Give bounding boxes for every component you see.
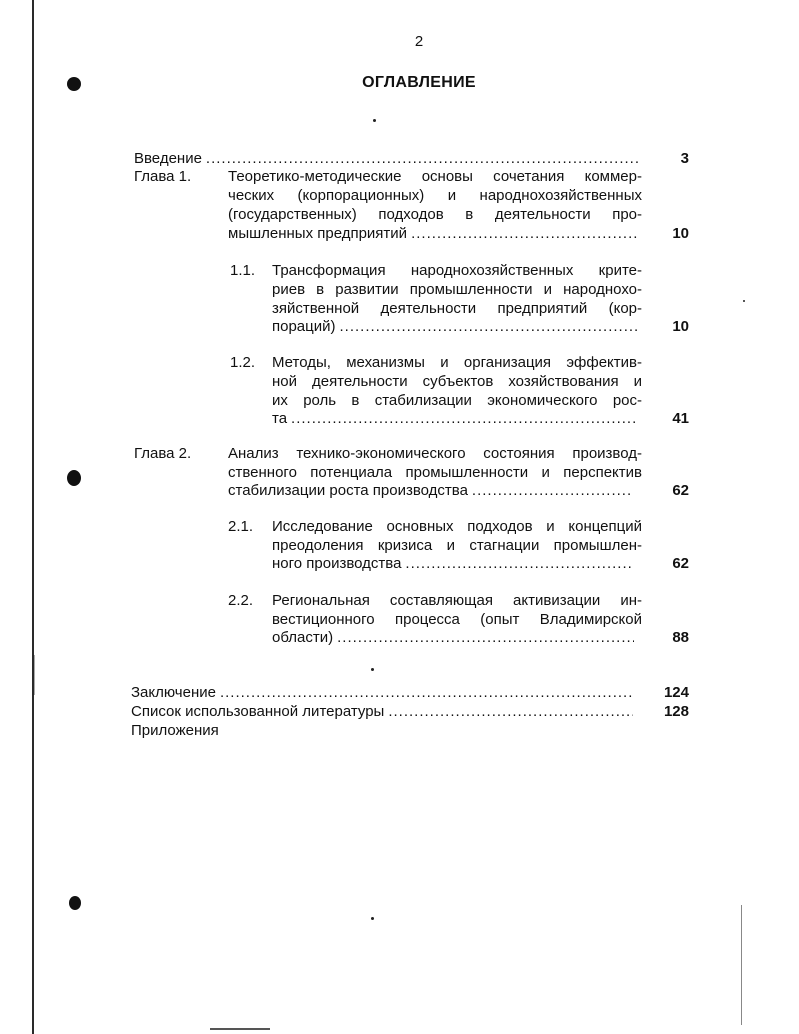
toc-entry-text: та <box>272 410 288 427</box>
toc-entry-text: области) <box>272 629 334 646</box>
toc-entry-title: Список использованной литературы <box>131 703 385 720</box>
toc-entry-last-line <box>272 555 634 573</box>
page-number: 2 <box>414 33 424 50</box>
toc-entry-text: пораций) <box>272 318 336 335</box>
toc-page-number: 62 <box>672 482 689 499</box>
leader-dots <box>472 482 632 500</box>
toc-page-number: 88 <box>672 629 689 646</box>
toc-entry-text: зяйственной деятельности предприятий (кор- <box>272 300 642 317</box>
toc-entry-title: Введение <box>134 150 202 167</box>
toc-entry-text: вестиционного процесса (опыт Владимирской <box>272 611 642 628</box>
leader-dots <box>411 225 638 243</box>
toc-entry-last-line <box>228 482 632 500</box>
toc-entry-last-line <box>272 410 638 428</box>
leader-dots <box>388 703 633 721</box>
toc-entry-intro <box>134 150 640 168</box>
toc-page-number: 3 <box>680 150 689 167</box>
toc-entry-text: мышленных предприятий <box>228 225 408 242</box>
toc-page-number: 10 <box>672 225 689 242</box>
toc-entry-title: Заключение <box>131 684 216 701</box>
toc-entry-text: ного производства <box>272 555 402 572</box>
toc-page-number: 62 <box>672 555 689 572</box>
leader-dots <box>206 150 640 168</box>
toc-entry-text: Региональная составляющая активизации ин- <box>272 592 642 609</box>
toc-entry-references <box>131 703 633 721</box>
leader-dots <box>340 318 639 336</box>
toc-entry-text: Трансформация народнохозяйственных крите- <box>272 262 642 279</box>
page-title: ОГЛАВЛЕНИЕ <box>362 74 476 91</box>
toc-section-label: 1.2. <box>230 354 256 371</box>
toc-section-label: 1.1. <box>230 262 256 279</box>
toc-entry-text: риев в развитии промышленности и народнохо- <box>272 281 642 298</box>
toc-entry-text: Анализ технико-экономического состояния производ- <box>228 445 642 462</box>
toc-entry-last-line <box>228 225 638 243</box>
toc-page-number: 124 <box>663 684 689 701</box>
toc-chapter-label: Глава 2. <box>134 445 192 462</box>
toc-entry-text: ной деятельности субъектов хозяйствования и <box>272 373 642 390</box>
toc-entry-text: их роль в стабилизации экономического рос- <box>272 392 642 409</box>
toc-entry-text: ческих (корпорационных) и народнохозяйственных <box>228 187 642 204</box>
toc-entry-appendices: Приложения <box>131 722 219 739</box>
toc-section-label: 2.1. <box>228 518 254 535</box>
leader-dots <box>291 410 638 428</box>
toc-entry-text: (государственных) подходов в деятельности про- <box>228 206 642 223</box>
toc-entry-conclusion <box>131 684 633 702</box>
leader-dots <box>405 555 634 573</box>
toc-entry-last-line <box>272 318 638 336</box>
leader-dots <box>220 684 633 702</box>
toc-entry-text: ственного потенциала промышленности и перспектив <box>228 464 642 481</box>
toc-entry-text: стабилизации роста производства <box>228 482 468 499</box>
toc-section-label: 2.2. <box>228 592 254 609</box>
toc-entry-last-line <box>272 629 634 647</box>
toc-chapter-label: Глава 1. <box>134 168 192 185</box>
toc-page-number: 10 <box>672 318 689 335</box>
toc-entry-text: преодоления кризиса и стагнации промышлен- <box>272 537 642 554</box>
toc-page-number: 128 <box>663 703 689 720</box>
leader-dots <box>337 629 634 647</box>
toc-page-number: 41 <box>672 410 689 427</box>
toc-entry-text: Методы, механизмы и организация эффектив- <box>272 354 642 371</box>
toc-entry-text: Теоретико-методические основы сочетания коммер- <box>228 168 642 185</box>
toc-entry-text: Исследование основных подходов и концепций <box>272 518 642 535</box>
